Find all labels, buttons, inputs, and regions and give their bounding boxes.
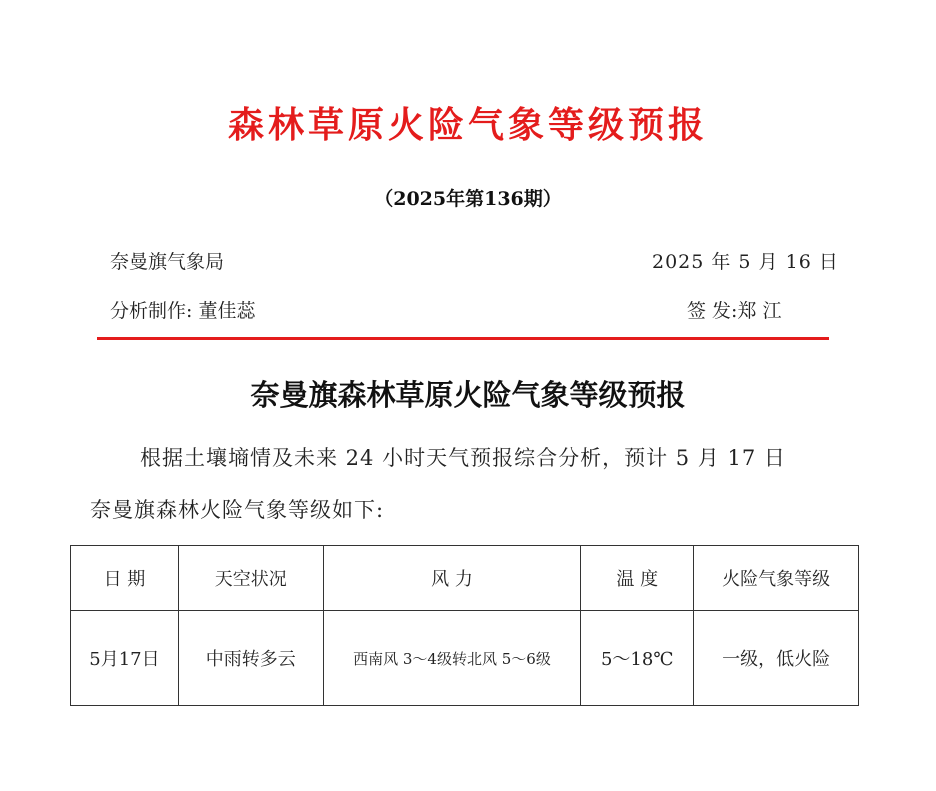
issuing-agency: 奈曼旗气象局 [110, 251, 225, 273]
report-subtitle: 奈曼旗森林草原火险气象等级预报 [250, 378, 686, 412]
header-wind: 风 力 [323, 546, 581, 611]
header-temperature: 温 度 [581, 546, 694, 611]
issue-number: （2025年第136期） [374, 188, 562, 210]
header-divider [97, 337, 829, 340]
document-title: 森林草原火险气象等级预报 [227, 105, 708, 146]
header-sky: 天空状况 [178, 546, 323, 611]
signer-credit: 签 发:郑 江 [687, 300, 782, 322]
forecast-table [70, 545, 859, 706]
forecast-paragraph-line2: 奈曼旗森林火险气象等级如下: [90, 498, 385, 522]
table-row [71, 611, 859, 706]
forecast-paragraph-line1: 根据土壤墒情及未来 24 小时天气预报综合分析，预计 5 月 17 日 [140, 446, 786, 470]
header-date: 日 期 [71, 546, 179, 611]
cell-fire-level: 一级，低火险 [694, 611, 859, 706]
cell-date: 5月17日 [71, 611, 179, 706]
issue-date: 2025 年 5 月 16 日 [652, 251, 839, 273]
table-header-row [71, 546, 859, 611]
cell-temperature: 5～18℃ [581, 611, 694, 706]
header-fire-level: 火险气象等级 [694, 546, 859, 611]
cell-sky: 中雨转多云 [178, 611, 323, 706]
analyst-credit: 分析制作: 董佳蕊 [110, 300, 256, 322]
cell-wind: 西南风 3～4级转北风 5～6级 [323, 611, 581, 706]
